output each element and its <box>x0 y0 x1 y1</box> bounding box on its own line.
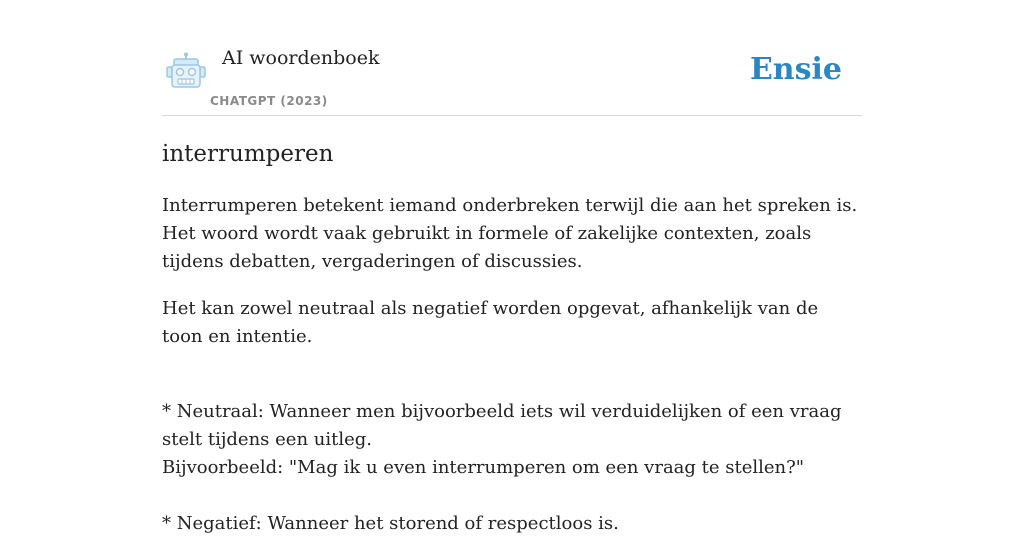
source-header <box>162 0 862 116</box>
blank-line <box>162 370 862 398</box>
source-title[interactable]: AI woordenboek <box>222 47 380 69</box>
definition-paragraph: Het kan zowel neutraal als negatief worden opgevat, afhankelijk van de toon en intentie. <box>162 298 819 347</box>
blank-line <box>162 482 862 510</box>
entry-term: interrumperen <box>162 141 334 167</box>
entry-definition <box>162 192 862 538</box>
content-container <box>162 0 862 534</box>
source-subtitle: CHATGPT (2023) <box>210 94 328 108</box>
neutral-usage-line: * Neutraal: Wanneer men bijvoorbeeld iets wil verduidelijken of een vraag stelt tijdens een uitleg. <box>162 401 842 450</box>
brand-logo[interactable]: Ensie <box>749 52 842 87</box>
neutral-example-line: Bijvoorbeeld: "Mag ik u even interrumperen om een vraag te stellen?" <box>162 457 805 478</box>
definition-paragraph: Interrumperen betekent iemand onderbreken terwijl die aan het spreken is. Het woord wordt vaak gebruikt in formele of zakelijke contexten, zoals tijdens debatten, vergaderingen of discussies. <box>162 195 858 272</box>
robot-icon <box>166 52 206 90</box>
negative-usage-line: * Negatief: Wanneer het storend of respectloos is. <box>162 513 619 534</box>
